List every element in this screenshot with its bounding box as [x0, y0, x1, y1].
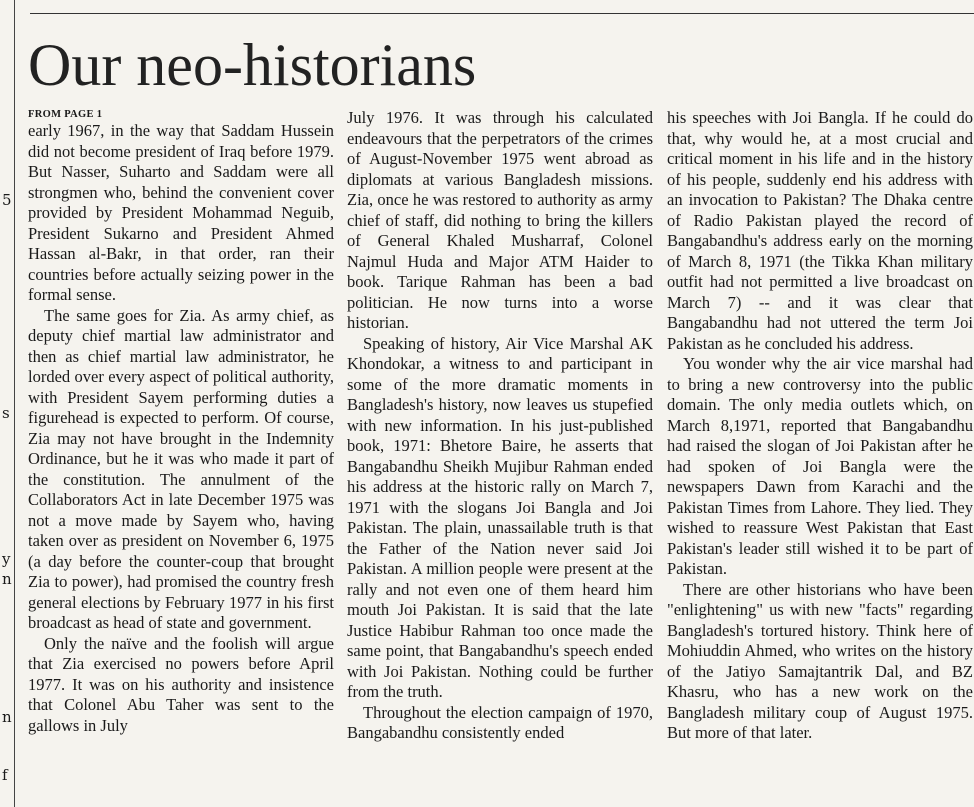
fragment-text: 5 [2, 191, 12, 209]
fragment-text: n [2, 570, 12, 588]
continued-from-label: FROM PAGE 1 [28, 109, 103, 120]
paragraph: The same goes for Zia. As army chief, as deputy chief martial law administrator and then as chief martial law administrator, he lorded over every aspect of political authority, with President Sayem performing duties a figurehead is expected to perform. Of course, Zia may not have brought in the Indemnity Ordinance, but he it was who made it part of the constitution. The annulment of the Collaborators Act in late December 1975 was not a move made by Sayem who, having taken over as president on November 6, 1975 (a day before the counter-coup that brought Zia to power), had promised the country fresh general elections by February 1977 in his first broadcast as head of state and government. [28, 305, 334, 632]
paragraph: Throughout the election campaign of 1970, Bangabandhu consistently ended [347, 702, 653, 742]
fragment-text: s [2, 404, 10, 422]
fragment-text: f [2, 766, 8, 784]
previous-column-fragment [0, 0, 14, 807]
paragraph: July 1976. It was through his calculated endeavours that the perpetrators of the crimes of August-November 1975 went abroad as diplomats at various Bangladesh missions. Zia, once he was restored to authority as army chief of staff, did nothing to bring the killers of General Khaled Musharraf, Colonel Najmul Huda and Major ATM Haider to book. Tarique Rahman has been a bad politician. He now turns into a worse historian. [347, 108, 653, 332]
paragraph: his speeches with Joi Bangla. If he could do that, why would he, at a most crucial and critical moment in his life and in the history of his people, suddenly end his address with an invocation to Pakistan? The Dhaka centre of Radio Pakistan played the record of Bangabandhu's address early on the morning of March 8, 1971 (the Tikka Khan military outfit had not permitted a live broadcast on March 7) -- and it was clear that Bangabandhu had not uttered the term Joi Pakistan as he concluded his address. [667, 108, 973, 353]
column-divider [14, 0, 15, 807]
article-column-3 [667, 108, 973, 744]
paragraph: There are other historians who have been "enlightening" us with new "facts" regarding Bangladesh's tortured history. Think here of Mohiuddin Ahmed, who writes on the history of the Jatiyo Samajtantrik Dal, and BZ Khasru, who has a new work on the Bangladesh military coup of August 1975. But more of that later. [667, 579, 973, 742]
article-column-2 [347, 108, 653, 744]
paragraph: early 1967, in the way that Saddam Hussein did not become president of Iraq before 1979. But Nasser, Suharto and Saddam were all strongmen who, behind the convenient cover provided by President Mohammad Neguib, President Sukarno and President Ahmed Hassan al-Bakr, in that order, ran their countries before actually seizing power in the formal sense. [28, 121, 334, 304]
paragraph: Speaking of history, Air Vice Marshal AK Khondokar, a witness to and participant in some of the more dramatic moments in Bangladesh's history, now leaves us stupefied with new information. In his just-published book, 1971: Bhetore Baire, he asserts that Bangabandhu Sheikh Mujibur Rahman ended his address at the historic rally on March 7, 1971 with the slogans Joi Bangla and Joi Pakistan. The plain, unassailable truth is that the Father of the Nation never said Joi Pakistan. A million people were present at the rally and not even one of them heard him mouth Joi Pakistan. It is said that the late Justice Habibur Rahman too once made the same point, that Bangabandhu's speech ended with Joi Pakistan. Nothing could be further from the truth. [347, 333, 653, 701]
top-rule [30, 13, 974, 14]
paragraph: You wonder why the air vice marshal had to bring a new controversy into the public domain. The only media outlets which, on March 8,1971, reported that Bangabandhu had raised the slogan of Joi Pakistan after he had spoken of Joi Bangla were the newspapers Dawn from Karachi and the Pakistan Times from Lahore. They lied. They wished to reassure West Pakistan that East Pakistan's leader still wished it to be part of Pakistan. [667, 354, 973, 578]
headline: Our neo-historians [28, 32, 477, 98]
fragment-text: y [2, 550, 11, 568]
article-column-1 [28, 108, 334, 736]
paragraph: Only the naïve and the foolish will argue that Zia exercised no powers before April 1977. It was on his authority and insistence that Colonel Abu Taher was sent to the gallows in July [28, 633, 334, 735]
fragment-text: n [2, 708, 12, 726]
